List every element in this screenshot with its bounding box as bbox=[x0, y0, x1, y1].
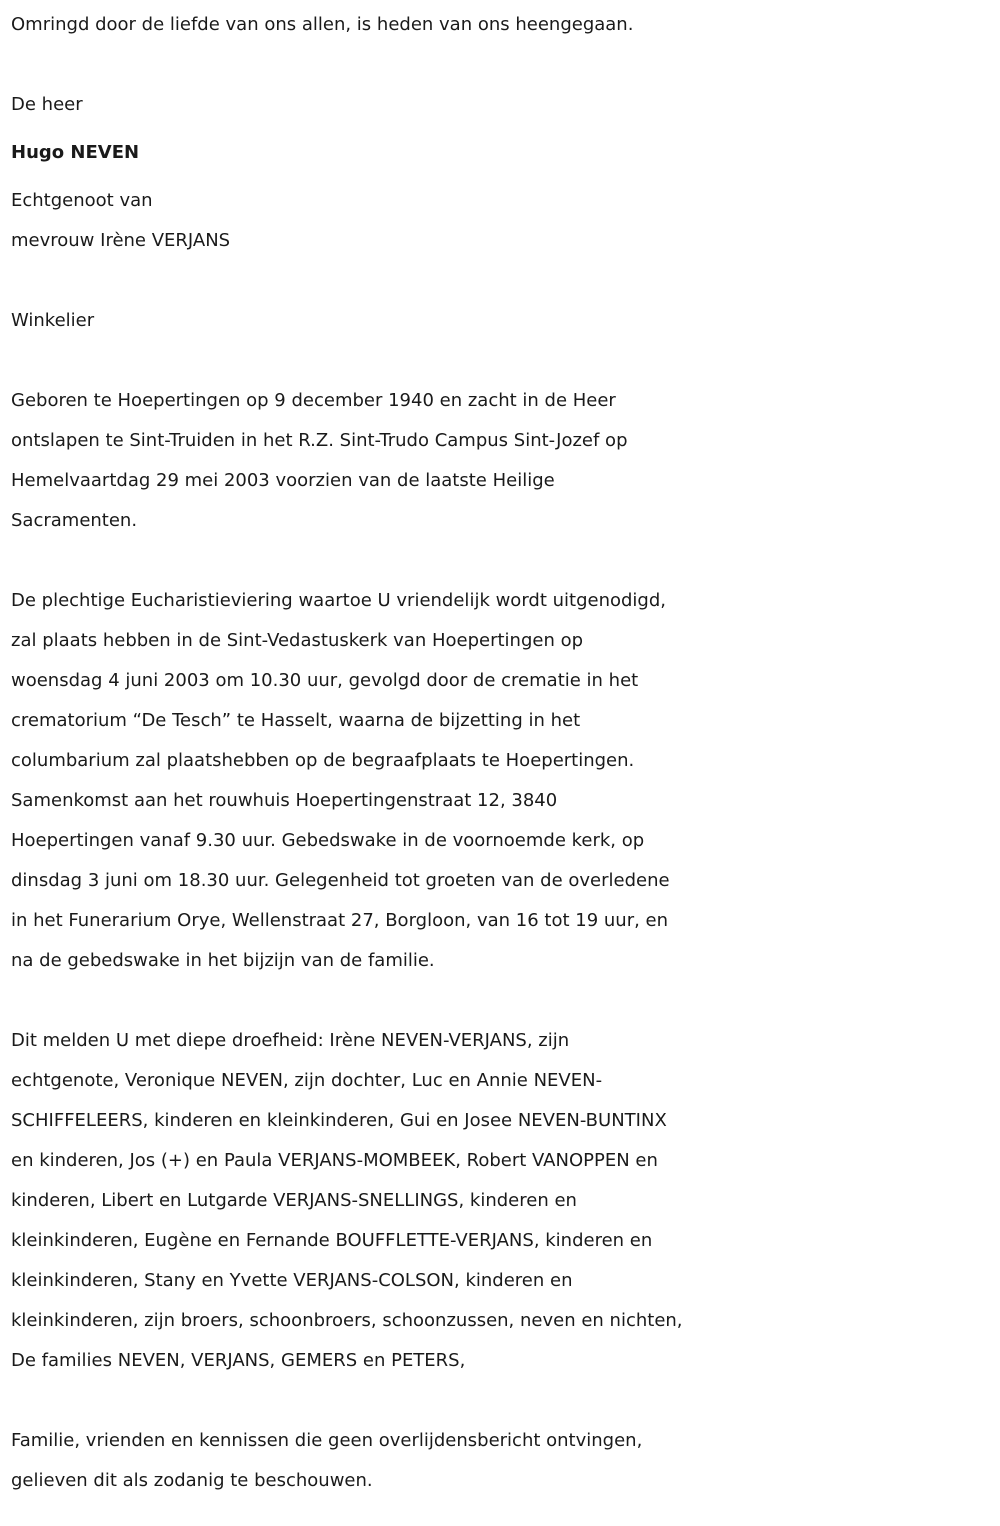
paragraph-line: Hoepertingen vanaf 9.30 uur. Gebedswake in de voornoemde kerk, op bbox=[11, 830, 645, 851]
paragraph-line: kinderen, Libert en Lutgarde VERJANS-SNELLINGS, kinderen en bbox=[11, 1190, 577, 1211]
paragraph-line: zal plaats hebben in de Sint-Vedastuskerk van Hoepertingen op bbox=[11, 630, 584, 651]
family-paragraph bbox=[11, 1021, 1000, 1381]
spacer bbox=[11, 1381, 1000, 1421]
paragraph-line: SCHIFFELEERS, kinderen en kleinkinderen, Gui en Josee NEVEN-BUNTINX bbox=[11, 1110, 667, 1131]
paragraph-line: ontslapen te Sint-Truiden in het R.Z. Sint-Trudo Campus Sint-Jozef op bbox=[11, 430, 628, 451]
deceased-name: Hugo NEVEN bbox=[11, 142, 140, 163]
paragraph-line: kleinkinderen, Stany en Yvette VERJANS-COLSON, kinderen en bbox=[11, 1270, 573, 1291]
paragraph-line: crematorium “De Tesch” te Hasselt, waarna de bijzetting in het bbox=[11, 710, 581, 731]
closing-paragraph bbox=[11, 1421, 1000, 1501]
paragraph-line: kleinkinderen, Eugène en Fernande BOUFFLETTE-VERJANS, kinderen en bbox=[11, 1230, 653, 1251]
paragraph-line: De families NEVEN, VERJANS, GEMERS en PETERS, bbox=[11, 1350, 466, 1371]
paragraph-line: in het Funerarium Orye, Wellenstraat 27, Borgloon, van 16 tot 19 uur, en bbox=[11, 910, 669, 931]
paragraph-line: Dit melden U met diepe droefheid: Irène NEVEN-VERJANS, zijn bbox=[11, 1030, 570, 1051]
spacer bbox=[11, 341, 1000, 381]
spouse-label: Echtgenoot van bbox=[11, 190, 153, 211]
birth-death-paragraph bbox=[11, 381, 1000, 541]
paragraph-line: kleinkinderen, zijn broers, schoonbroers, schoonzussen, neven en nichten, bbox=[11, 1310, 683, 1331]
paragraph-line: Familie, vrienden en kennissen die geen overlijdensbericht ontvingen, bbox=[11, 1430, 643, 1451]
paragraph-line: woensdag 4 juni 2003 om 10.30 uur, gevolgd door de crematie in het bbox=[11, 670, 639, 691]
paragraph-line: De plechtige Eucharistieviering waartoe U vriendelijk wordt uitgenodigd, bbox=[11, 590, 666, 611]
paragraph-line: en kinderen, Jos (+) en Paula VERJANS-MOMBEEK, Robert VANOPPEN en bbox=[11, 1150, 658, 1171]
paragraph-line: Sacramenten. bbox=[11, 510, 138, 531]
spouse-name: mevrouw Irène VERJANS bbox=[11, 230, 231, 251]
salutation: De heer bbox=[11, 94, 83, 115]
paragraph-line: Samenkomst aan het rouwhuis Hoepertingenstraat 12, 3840 bbox=[11, 790, 558, 811]
spacer bbox=[11, 261, 1000, 301]
paragraph-line: columbarium zal plaatshebben op de begraafplaats te Hoepertingen. bbox=[11, 750, 635, 771]
paragraph-line: Geboren te Hoepertingen op 9 december 1940 en zacht in de Heer bbox=[11, 390, 616, 411]
spacer bbox=[11, 541, 1000, 581]
occupation: Winkelier bbox=[11, 310, 95, 331]
paragraph-line: gelieven dit als zodanig te beschouwen. bbox=[11, 1470, 373, 1491]
paragraph-line: na de gebedswake in het bijzijn van de familie. bbox=[11, 950, 435, 971]
ceremony-paragraph bbox=[11, 581, 1000, 981]
paragraph-line: echtgenote, Veronique NEVEN, zijn dochter, Luc en Annie NEVEN- bbox=[11, 1070, 603, 1091]
intro-text: Omringd door de liefde van ons allen, is heden van ons heengegaan. bbox=[11, 14, 634, 35]
spacer bbox=[11, 981, 1000, 1021]
paragraph-line: Hemelvaartdag 29 mei 2003 voorzien van de laatste Heilige bbox=[11, 470, 555, 491]
paragraph-line: dinsdag 3 juni om 18.30 uur. Gelegenheid tot groeten van de overledene bbox=[11, 870, 670, 891]
spacer bbox=[11, 45, 1000, 85]
